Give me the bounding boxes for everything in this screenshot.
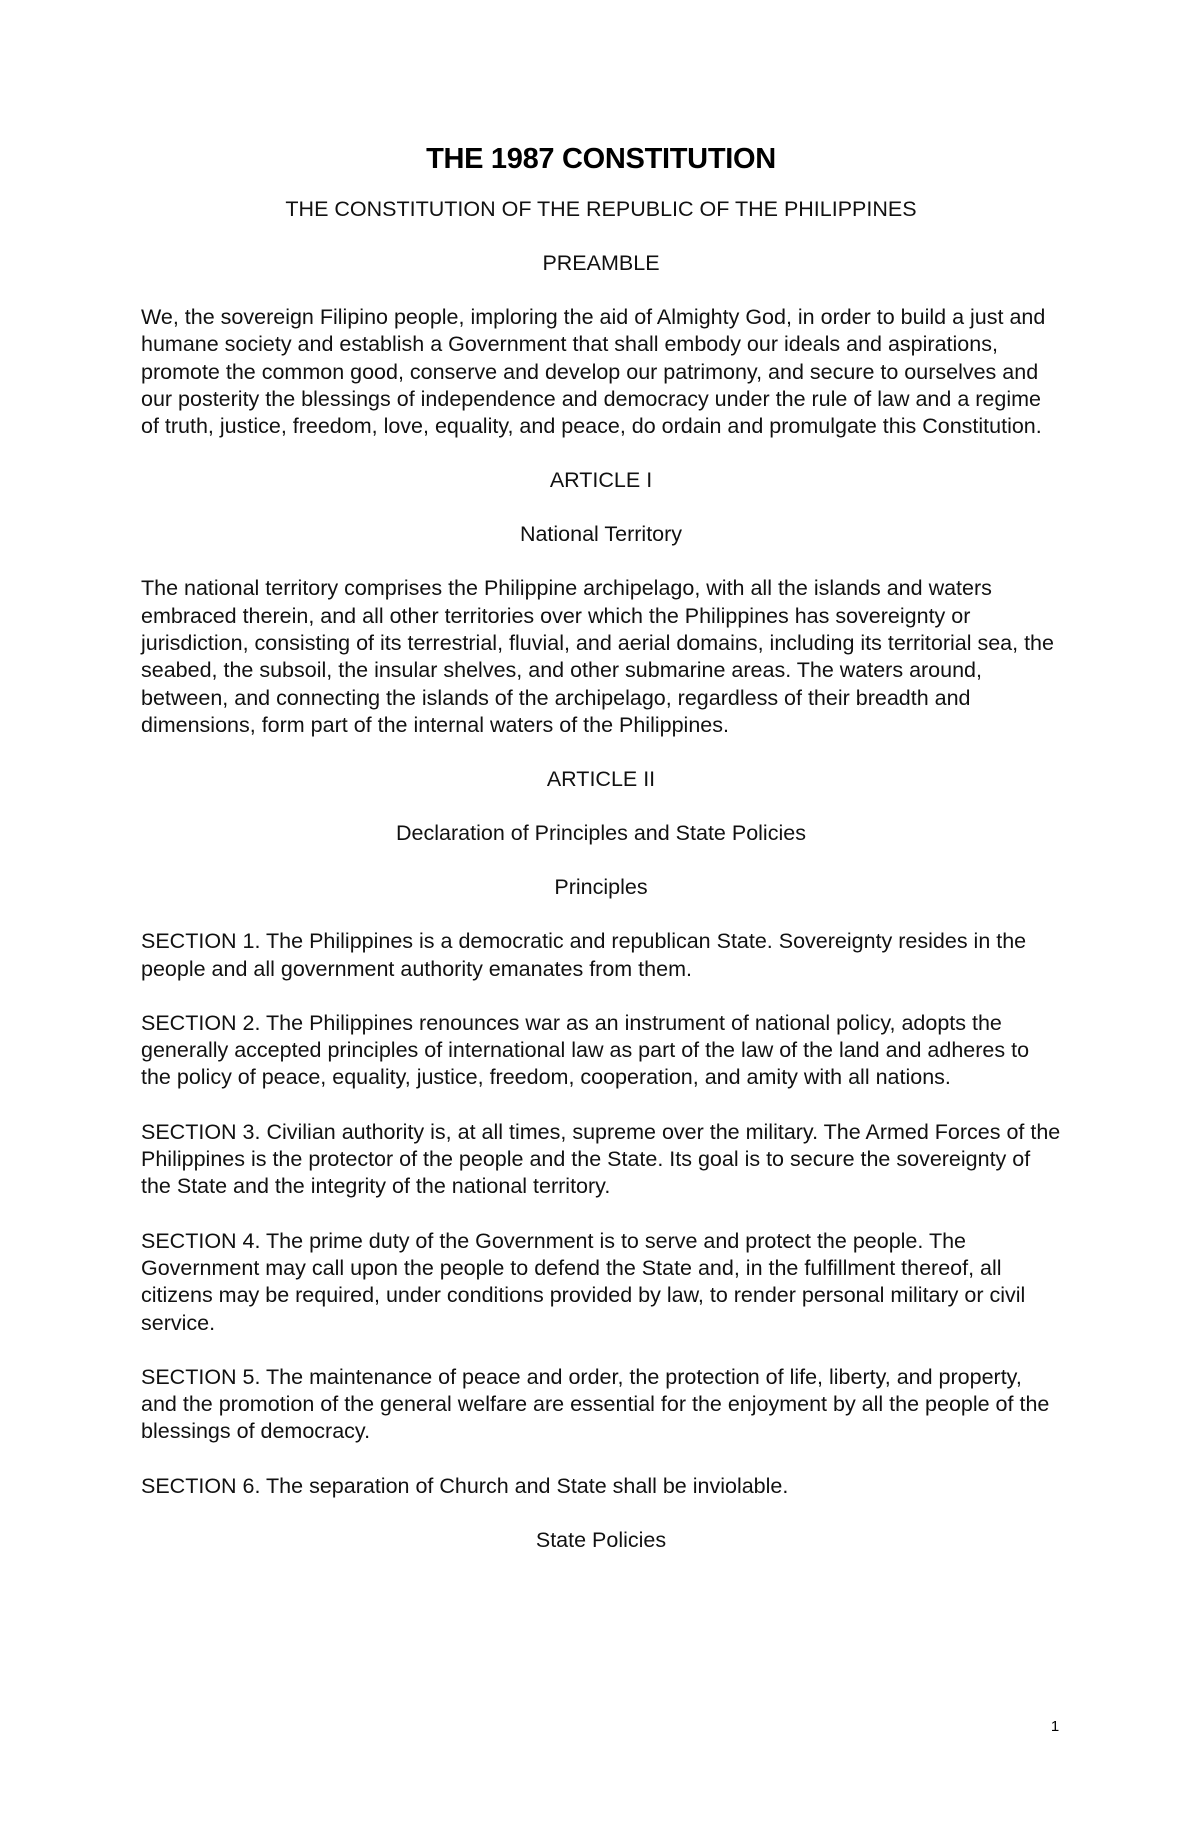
preamble-heading: PREAMBLE [542,251,660,275]
article-1-title: National Territory [519,522,683,547]
principles-heading: Principles [554,875,648,900]
document-subtitle: THE CONSTITUTION OF THE REPUBLIC OF THE PHILIPPINES [285,197,917,221]
section-3-paragraph: SECTION 3. Civilian authority is, at all times, supreme over the military. The Armed Forces of the Philippines is the protector of the people and the State. Its goal is to secure the sovereignty of the State and the integrity of the national territory. [141,1119,1061,1199]
page-number: 1 [1050,1718,1060,1735]
article-2-heading: ARTICLE II [546,767,656,792]
section-2-paragraph: SECTION 2. The Philippines renounces war as an instrument of national policy, adopts the generally accepted principles of international law as part of the law of the land and adheres to the policy of peace, equality, justice, freedom, cooperation, and amity with all nations. [141,1010,1030,1090]
state-policies-heading: State Policies [535,1528,667,1553]
article-2-title: Declaration of Principles and State Policies [396,821,806,846]
article-1-heading: ARTICLE I [549,468,653,493]
section-4-paragraph: SECTION 4. The prime duty of the Government is to serve and protect the people. The Government may call upon the people to defend the State and, in the fulfillment thereof, all citizens may be required, under conditions provided by law, to render personal military or civil service. [141,1228,1026,1335]
article-1-paragraph: The national territory comprises the Philippine archipelago, with all the islands and waters embraced therein, and all other territories over which the Philippines has sovereignty or jurisdiction, consisting of its terrestrial, fluvial, and aerial domains, including its territorial sea, the seabed, the subsoil, the insular shelves, and other submarine areas. The waters around, between, and connecting the islands of the archipelago, regardless of their breadth and dimensions, form part of the internal waters of the Philippines. [141,576,1054,737]
preamble-paragraph: We, the sovereign Filipino people, imploring the aid of Almighty God, in order to build a just and humane society and establish a Government that shall embody our ideals and aspirations, promote the common good, conserve and develop our patrimony, and secure to ourselves and our posterity the blessings of independence and democracy under the rule of law and a regime of truth, justice, freedom, love, equality, and peace, do ordain and promulgate this Constitution. [141,305,1046,439]
section-5-paragraph: SECTION 5. The maintenance of peace and order, the protection of life, liberty, and property, and the promotion of the general welfare are essential for the enjoyment by all the people of the blessings of democracy. [141,1364,1050,1444]
section-6-paragraph: SECTION 6. The separation of Church and State shall be inviolable. [141,1473,789,1498]
document-body [141,142,1061,1581]
section-1-paragraph: SECTION 1. The Philippines is a democratic and republican State. Sovereignty resides in the people and all government authority emanates from them. [141,929,1027,981]
document-title: THE 1987 CONSTITUTION [426,143,776,175]
